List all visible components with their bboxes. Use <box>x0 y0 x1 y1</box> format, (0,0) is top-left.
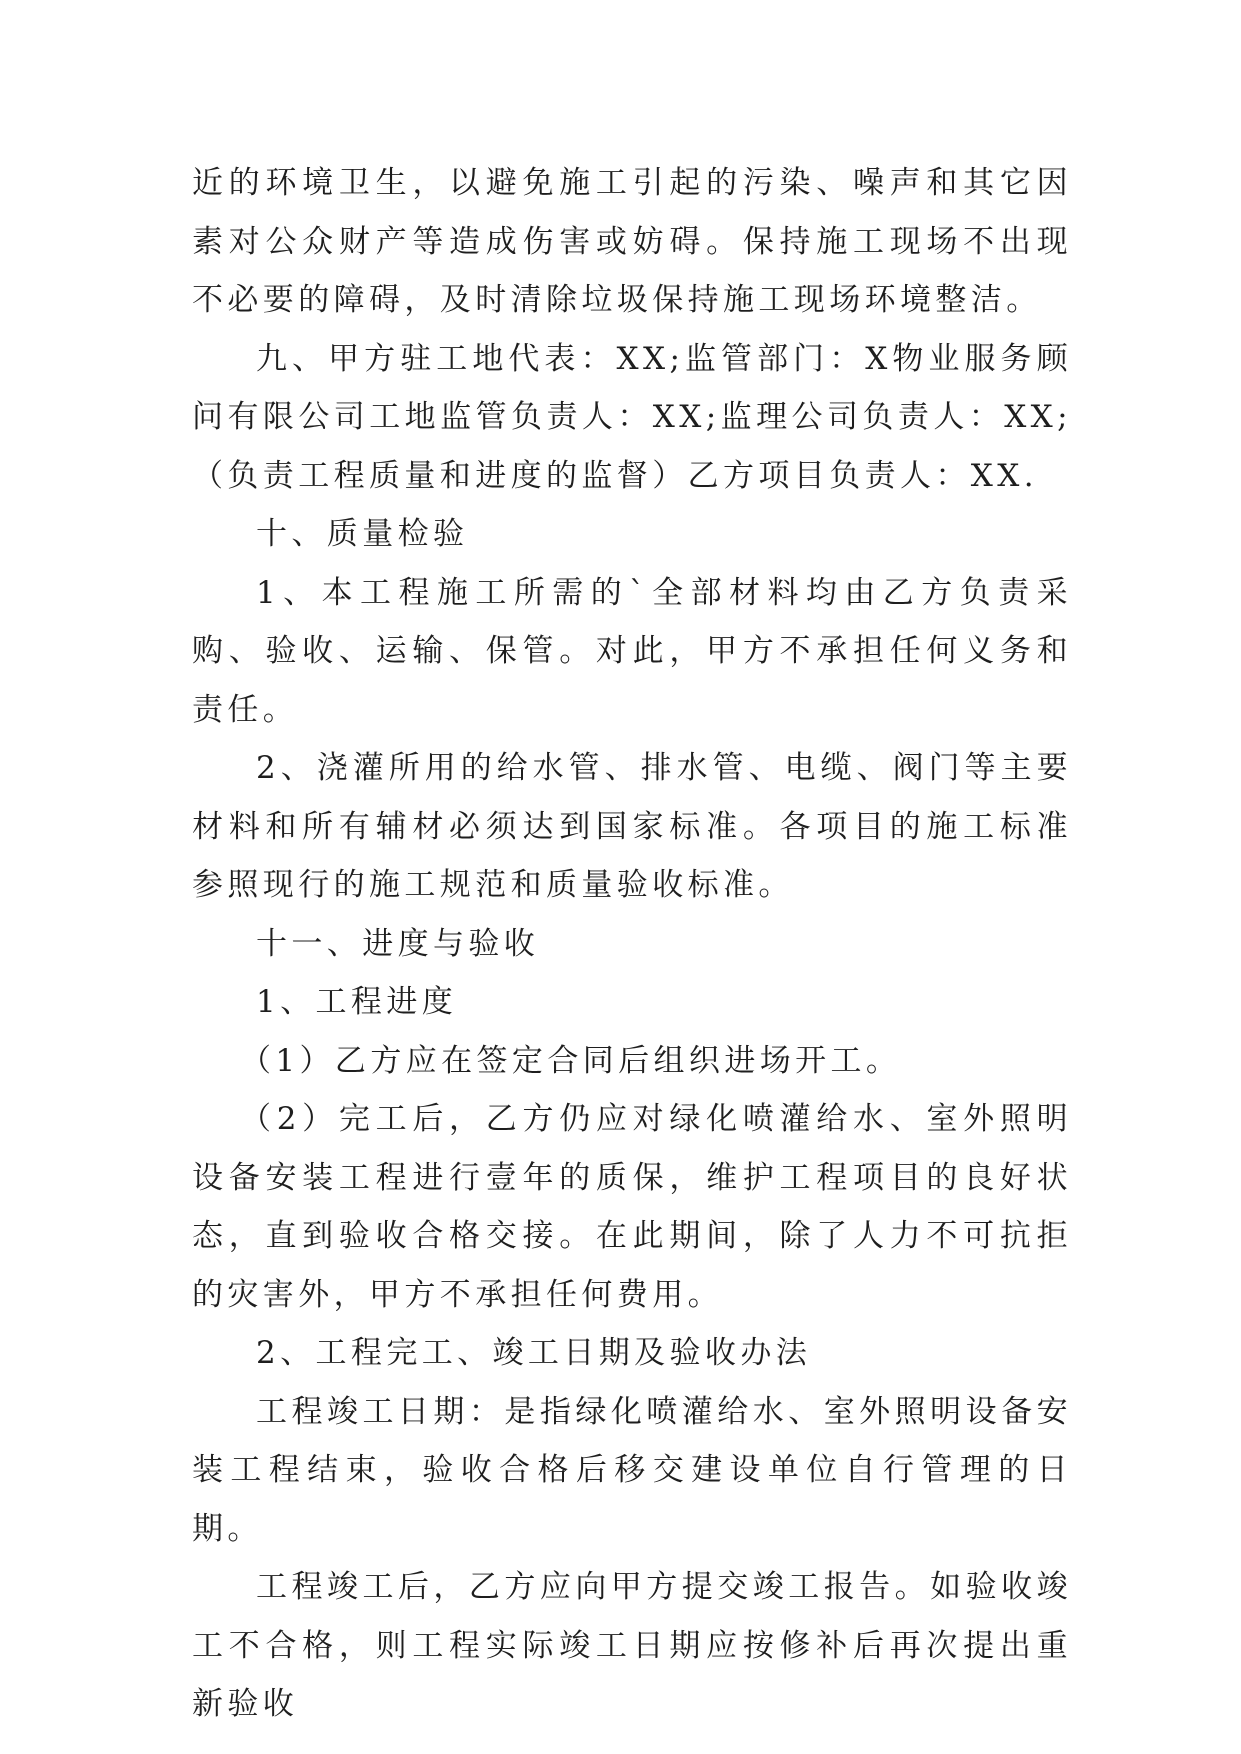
paragraph-completion-date-definition: 工程竣工日期：是指绿化喷灌给水、室外照明设备安装工程结束，验收合格后移交建设单位自行管理的日期。 <box>192 1393 1072 1547</box>
paragraph-site-representatives: 九、甲方驻工地代表：XX;监管部门：X物业服务顾问有限公司工地监管负责人：XX;监理公司负责人：XX;（负责工程质量和进度的监督）乙方项目负责人：XX. <box>192 340 1072 494</box>
paragraph-completion-report: 工程竣工后，乙方应向甲方提交竣工报告。如验收竣工不合格，则工程实际竣工日期应按修补后再次提出重新验收 <box>192 1569 1072 1722</box>
paragraph-item-1: （1）乙方应在签定合同后组织进场开工。 <box>240 1042 902 1079</box>
paragraph-materials-procurement: 1、本工程施工所需的`全部材料均由乙方负责采购、验收、运输、保管。对此，甲方不承担任何义务和责任。 <box>192 574 1072 728</box>
document-body <box>192 154 1072 1734</box>
paragraph-material-standards: 2、浇灌所用的给水管、排水管、电缆、阀门等主要材料和所有辅材必须达到国家标准。各项目的施工标准参照现行的施工规范和质量验收标准。 <box>192 750 1072 903</box>
heading-quality-inspection: 十、质量检验 <box>256 516 469 552</box>
paragraph-item-2: （2）完工后，乙方仍应对绿化喷灌给水、室外照明设备安装工程进行壹年的质保，维护工程项目的良好状态，直到验收合格交接。在此期间，除了人力不可抗拒的灾害外，甲方不承担任何费用。 <box>192 1101 1072 1313</box>
subheading-completion-dates: 2、工程完工、竣工日期及验收办法 <box>256 1335 812 1371</box>
subheading-project-progress: 1、工程进度 <box>256 984 458 1020</box>
paragraph-continuation: 近的环境卫生，以避免施工引起的污染、噪声和其它因素对公众财产等造成伤害或妨碍。保持施工现场不出现不必要的障碍，及时清除垃圾保持施工现场环境整洁。 <box>192 165 1072 318</box>
heading-progress-acceptance: 十一、进度与验收 <box>256 925 540 962</box>
